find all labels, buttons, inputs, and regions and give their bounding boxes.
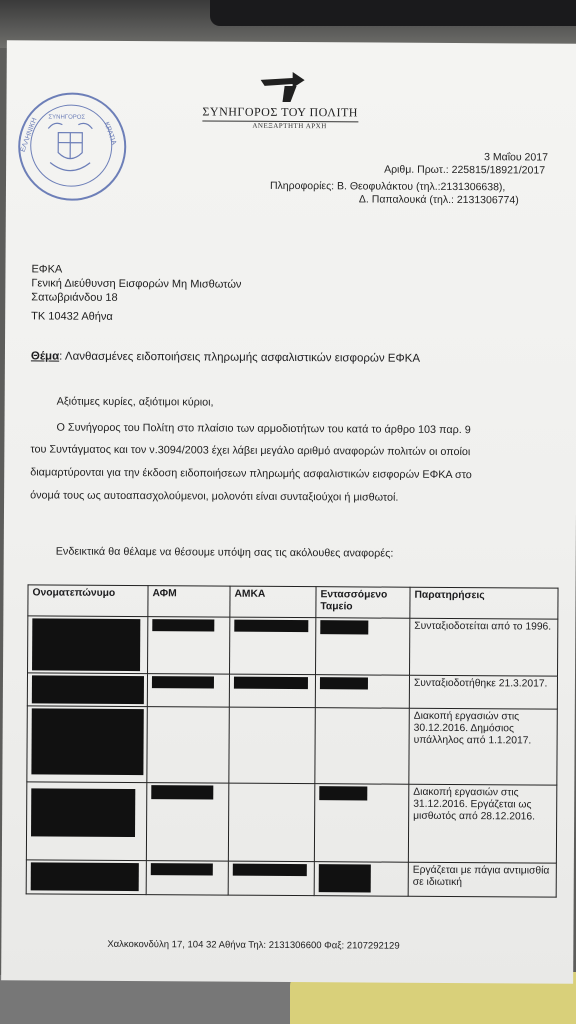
redaction-block (319, 786, 367, 800)
redacted-name-cell (26, 782, 146, 861)
svg-text:ΕΛΛΗΝΙΚΗ: ΕΛΛΗΝΙΚΗ (19, 117, 39, 154)
ombudsman-logo-icon (254, 68, 314, 104)
redaction-block (234, 620, 308, 632)
redaction-block (233, 864, 307, 876)
redaction-block (151, 863, 213, 875)
contact-info-line-1: Πληροφορίες: Β. Θεοφυλάκτου (τηλ.:2131306638), (269, 179, 506, 194)
header-amka: ΑΜΚΑ (230, 586, 316, 618)
recipient-department: Γενική Διεύθυνση Εισφορών Μη Μισθωτών (31, 277, 242, 291)
redacted-fund-cell (316, 618, 410, 676)
amka-cell (229, 707, 315, 784)
redacted-amka-cell (230, 617, 316, 675)
redaction-block (152, 619, 214, 631)
subject-line (31, 350, 420, 364)
paragraph-line-1: Ο Συνήγορος του Πολίτη στο πλαίσιο των αρμοδιοτήτων του κατά το άρθρο 103 παρ. 9 (56, 421, 471, 437)
stamp-emblem-icon (18, 92, 123, 197)
subject-label: Θέμα (30, 350, 60, 363)
device-edge (210, 0, 576, 26)
recipient-street: Σατωβριάνδου 18 (31, 291, 118, 304)
table-row (27, 706, 557, 785)
redacted-amka-cell (229, 674, 315, 708)
contact-info-line-2: Δ. Παπαλουκά (τηλ.: 2131306774) (358, 193, 519, 207)
subject-text: : Λανθασμένες ειδοποιήσεις πληρωμής ασφαλιστικών εισφορών ΕΦΚΑ (59, 350, 421, 365)
table-row (26, 782, 556, 863)
remarks-cell: Διακοπή εργασιών στις 30.12.2016. Δημόσιος υπάλληλος από 1.1.2017. (409, 708, 557, 785)
redacted-amka-cell (228, 861, 314, 896)
redacted-fund-cell (314, 784, 408, 863)
organization-subtitle: ΑΝΕΞΑΡΤΗΤΗ ΑΡΧΗ (252, 121, 327, 131)
fund-cell (315, 708, 409, 785)
redaction-block (234, 677, 308, 689)
redaction-block (320, 620, 368, 634)
svg-text:ΣΥΝΗΓΟΡΟΣ: ΣΥΝΗΓΟΡΟΣ (48, 114, 86, 121)
table-row (28, 616, 558, 676)
redaction-block (31, 862, 139, 891)
greeting: Αξιότιμες κυρίες, αξιότιμοι κύριοι, (56, 395, 214, 409)
redaction-block (32, 618, 140, 671)
header-afm: ΑΦΜ (148, 586, 230, 618)
redaction-block (152, 676, 214, 688)
remarks-cell: Διακοπή εργασιών στις 31.12.2016. Εργάζεται ως μισθωτός από 28.12.2016. (408, 784, 556, 863)
table-header-row (28, 585, 558, 619)
redaction-block (320, 677, 368, 689)
redaction-block (31, 708, 143, 775)
redacted-afm-cell (146, 783, 228, 861)
header-name: Ονοματεπώνυμο (28, 585, 148, 617)
table-row (27, 673, 557, 709)
redacted-name-cell (26, 860, 146, 895)
intro-to-table: Ενδεικτικά θα θέλαμε να θέσουμε υπόψη σας τις ακόλουθες αναφορές: (55, 545, 394, 560)
redacted-afm-cell (146, 861, 228, 896)
redaction-block (151, 785, 213, 799)
afm-cell (147, 707, 229, 783)
redacted-name-cell (27, 706, 147, 783)
redacted-name-cell (27, 673, 147, 707)
header-remarks: Παρατηρήσεις (410, 587, 558, 619)
table-row (26, 860, 556, 897)
amka-cell (228, 783, 314, 862)
complaints-table (26, 584, 559, 897)
protocol-number: Αριθμ. Πρωτ.: 225815/18921/2017 (384, 163, 546, 177)
paragraph-line-3: διαμαρτύρονται για την έκδοση ειδοποιήσεων πληρωμής ασφαλιστικών εισφορών ΕΦΚΑ στο (30, 466, 472, 482)
paragraph-line-2: του Συντάγματος και τον ν.3094/2003 έχει λάβει μεγάλο αριθμό αναφορών πολιτών οι οποίοι (30, 443, 471, 459)
organization-name: ΣΥΝΗΓΟΡΟΣ ΤΟΥ ΠΟΛΙΤΗ (202, 104, 358, 122)
redaction-block (31, 788, 135, 837)
remarks-cell: Εργάζεται με πάγια αντιμισθία σε ιδιωτική (408, 862, 556, 897)
paragraph-line-4: όνομά τους ως αυτοαπασχολούμενοι, μολονότι είναι συνταξιούχοι ή μισθωτοί. (30, 489, 399, 504)
remarks-cell: Συνταξιοδοτήθηκε 21.3.2017. (409, 675, 557, 709)
header-fund: Εντασσόμενο Ταμείο (316, 587, 410, 619)
redacted-fund-cell (315, 675, 409, 709)
recipient-postal: ΤΚ 10432 Αθήνα (31, 310, 113, 323)
redacted-afm-cell (147, 674, 229, 708)
redacted-fund-cell (314, 862, 408, 897)
redacted-name-cell (28, 616, 148, 674)
redaction-block (319, 864, 371, 892)
letter-date: 3 Μαΐου 2017 (484, 151, 548, 164)
remarks-cell: Συνταξιοδοτείται από το 1996. (410, 618, 558, 676)
recipient-name: ΕΦΚΑ (31, 263, 63, 276)
letter-page (1, 40, 576, 983)
official-stamp (18, 92, 127, 201)
footer-address: Χαλκοκονδύλη 17, 104 32 Αθήνα Τηλ: 2131306600 Φαξ: 2107292129 (107, 938, 400, 952)
svg-text:ΚΡΑΤΙΑ: ΚΡΑΤΙΑ (102, 121, 118, 147)
redacted-afm-cell (148, 617, 230, 674)
redaction-block (32, 675, 144, 704)
